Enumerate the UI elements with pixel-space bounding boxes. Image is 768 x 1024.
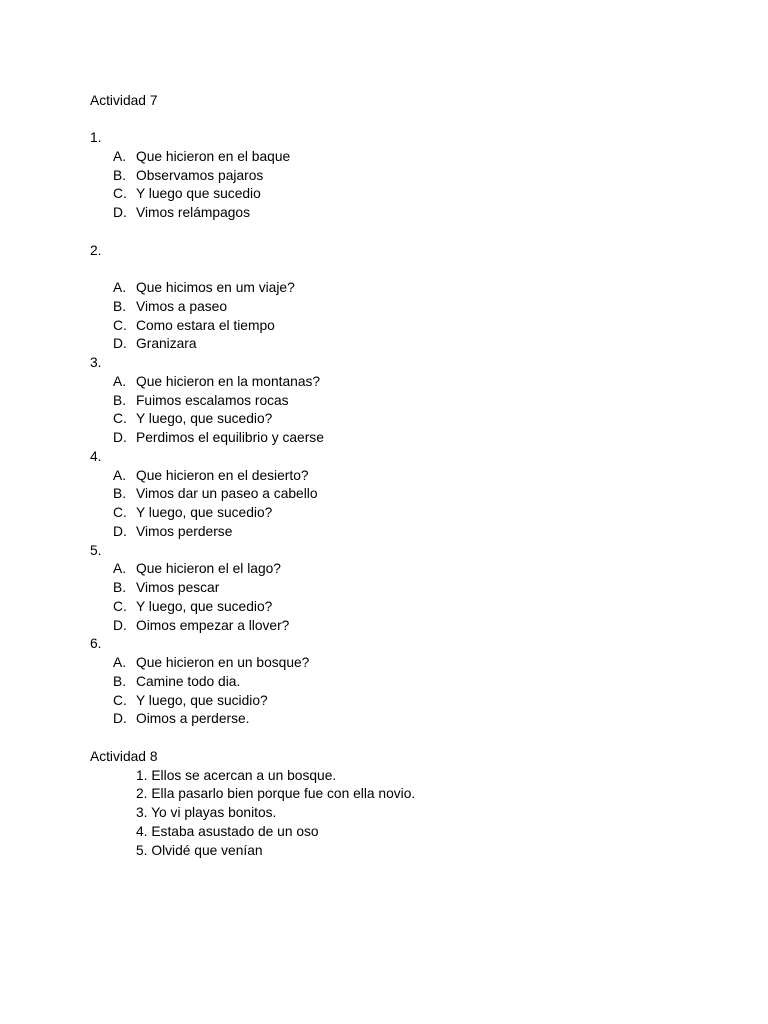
option-text: Y luego que sucedio: [136, 186, 261, 202]
question-2-option-a: [0, 279, 768, 298]
option-text: Que hicieron en el desierto?: [136, 467, 309, 483]
question-6-option-c: [0, 692, 768, 711]
option-text: Que hicieron el el lago?: [136, 561, 281, 577]
question-3-option-c: [0, 410, 768, 429]
section-title: Actividad 7: [90, 92, 158, 108]
question-6-option-b: [0, 673, 768, 692]
question-5-option-b: [0, 579, 768, 598]
option-letter: D.: [113, 711, 127, 727]
option-text: Vimos pescar: [136, 580, 220, 596]
option-letter: C.: [113, 598, 127, 614]
list-item: [136, 767, 336, 786]
section-title: Actividad 8: [90, 748, 158, 764]
list-item-number: 4.: [136, 823, 148, 839]
list-item-number: 5.: [136, 842, 148, 858]
question-6-option-d: [0, 710, 768, 729]
question-6-number-line: [0, 635, 768, 654]
option-letter: B.: [113, 392, 127, 408]
actividad-8-item-4: [0, 823, 768, 842]
list-item-number: 2.: [136, 786, 148, 802]
option-text: Oimos a perderse.: [136, 711, 250, 727]
option-text: Vimos perderse: [136, 523, 233, 539]
option-letter: C.: [113, 186, 127, 202]
option-letter: B.: [113, 486, 127, 502]
list-item-text: Estaba asustado de un oso: [151, 823, 319, 839]
option-text: Que hicimos en um viaje?: [136, 280, 295, 296]
option-text: Oimos empezar a llover?: [136, 617, 290, 633]
question-4-option-d: [0, 523, 768, 542]
list-item-number: 1.: [136, 767, 148, 783]
list-item-text: Olvidé que venían: [151, 842, 263, 858]
actividad-8-item-2: [0, 785, 768, 804]
question-6-option-a: [0, 654, 768, 673]
question-3-number-line: [0, 354, 768, 373]
option-letter: A.: [113, 148, 127, 164]
option-text: Observamos pajaros: [136, 167, 264, 183]
option-letter: D.: [113, 430, 127, 446]
blank-line: [0, 223, 768, 242]
option-text: Que hicieron en el baque: [136, 148, 291, 164]
blank-line: [0, 260, 768, 279]
list-item-text: Ella pasarlo bien porque fue con ella novio.: [151, 786, 416, 802]
question-1-option-c: [0, 185, 768, 204]
list-item-number: 3.: [136, 805, 148, 821]
list-item: [136, 823, 319, 842]
option-letter: A.: [113, 280, 127, 296]
option-letter: A.: [113, 467, 127, 483]
option-text: Y luego, que sucedio?: [136, 411, 273, 427]
question-2-option-c: [0, 317, 768, 336]
option-letter: D.: [113, 617, 127, 633]
question-4-number-line: [0, 448, 768, 467]
question-5-option-d: [0, 617, 768, 636]
actividad-8-item-3: [0, 804, 768, 823]
blank-line: [0, 110, 768, 129]
option-letter: B.: [113, 167, 127, 183]
question-2-number-line: [0, 242, 768, 261]
question-3-option-d: [0, 429, 768, 448]
question-number: 4.: [90, 448, 102, 464]
option-letter: B.: [113, 298, 127, 314]
question-number: 2.: [90, 242, 102, 258]
option-letter: C.: [113, 317, 127, 333]
option-text: Que hicieron en un bosque?: [136, 655, 310, 671]
actividad-8-item-1: [0, 767, 768, 786]
question-2-option-b: [0, 298, 768, 317]
question-5-option-c: [0, 598, 768, 617]
document-body: [0, 92, 768, 861]
option-letter: D.: [113, 336, 127, 352]
list-item: [136, 804, 276, 823]
option-letter: D.: [113, 523, 127, 539]
option-letter: D.: [113, 205, 127, 221]
question-1-option-a: [0, 148, 768, 167]
option-text: Como estara el tiempo: [136, 317, 275, 333]
option-letter: A.: [113, 561, 127, 577]
question-3-option-a: [0, 373, 768, 392]
blank-line: [0, 729, 768, 748]
option-letter: B.: [113, 580, 127, 596]
option-text: Fuimos escalamos rocas: [136, 392, 289, 408]
option-letter: C.: [113, 692, 127, 708]
question-5-option-a: [0, 560, 768, 579]
question-4-option-b: [0, 485, 768, 504]
question-number: 3.: [90, 355, 102, 371]
question-3-option-b: [0, 392, 768, 411]
option-text: Vimos relámpagos: [136, 205, 251, 221]
actividad-8-item-5: [0, 842, 768, 861]
question-1-option-b: [0, 167, 768, 186]
option-text: Que hicieron en la montanas?: [136, 373, 321, 389]
option-text: Granizara: [136, 336, 197, 352]
section-heading-actividad-7: [0, 92, 768, 111]
list-item: [136, 785, 415, 804]
option-text: Y luego, que sucidio?: [136, 692, 268, 708]
option-letter: C.: [113, 411, 127, 427]
option-text: Y luego, que sucedio?: [136, 598, 273, 614]
question-number: 6.: [90, 636, 102, 652]
question-1-number-line: [0, 129, 768, 148]
option-text: Vimos dar un paseo a cabello: [136, 486, 318, 502]
option-letter: B.: [113, 673, 127, 689]
question-2-option-d: [0, 335, 768, 354]
option-text: Vimos a paseo: [136, 298, 228, 314]
option-text: Perdimos el equilibrio y caerse: [136, 430, 324, 446]
question-number: 1.: [90, 130, 102, 146]
option-letter: C.: [113, 505, 127, 521]
option-text: Y luego, que sucedio?: [136, 505, 273, 521]
section-heading-actividad-8: [0, 748, 768, 767]
list-item-text: Yo vi playas bonitos.: [151, 805, 277, 821]
option-letter: A.: [113, 373, 127, 389]
option-letter: A.: [113, 655, 127, 671]
question-4-option-c: [0, 504, 768, 523]
option-text: Camine todo dia.: [136, 673, 241, 689]
question-number: 5.: [90, 542, 102, 558]
question-4-option-a: [0, 467, 768, 486]
list-item: [136, 842, 263, 861]
question-5-number-line: [0, 542, 768, 561]
list-item-text: Ellos se acercan a un bosque.: [151, 767, 337, 783]
question-1-option-d: [0, 204, 768, 223]
